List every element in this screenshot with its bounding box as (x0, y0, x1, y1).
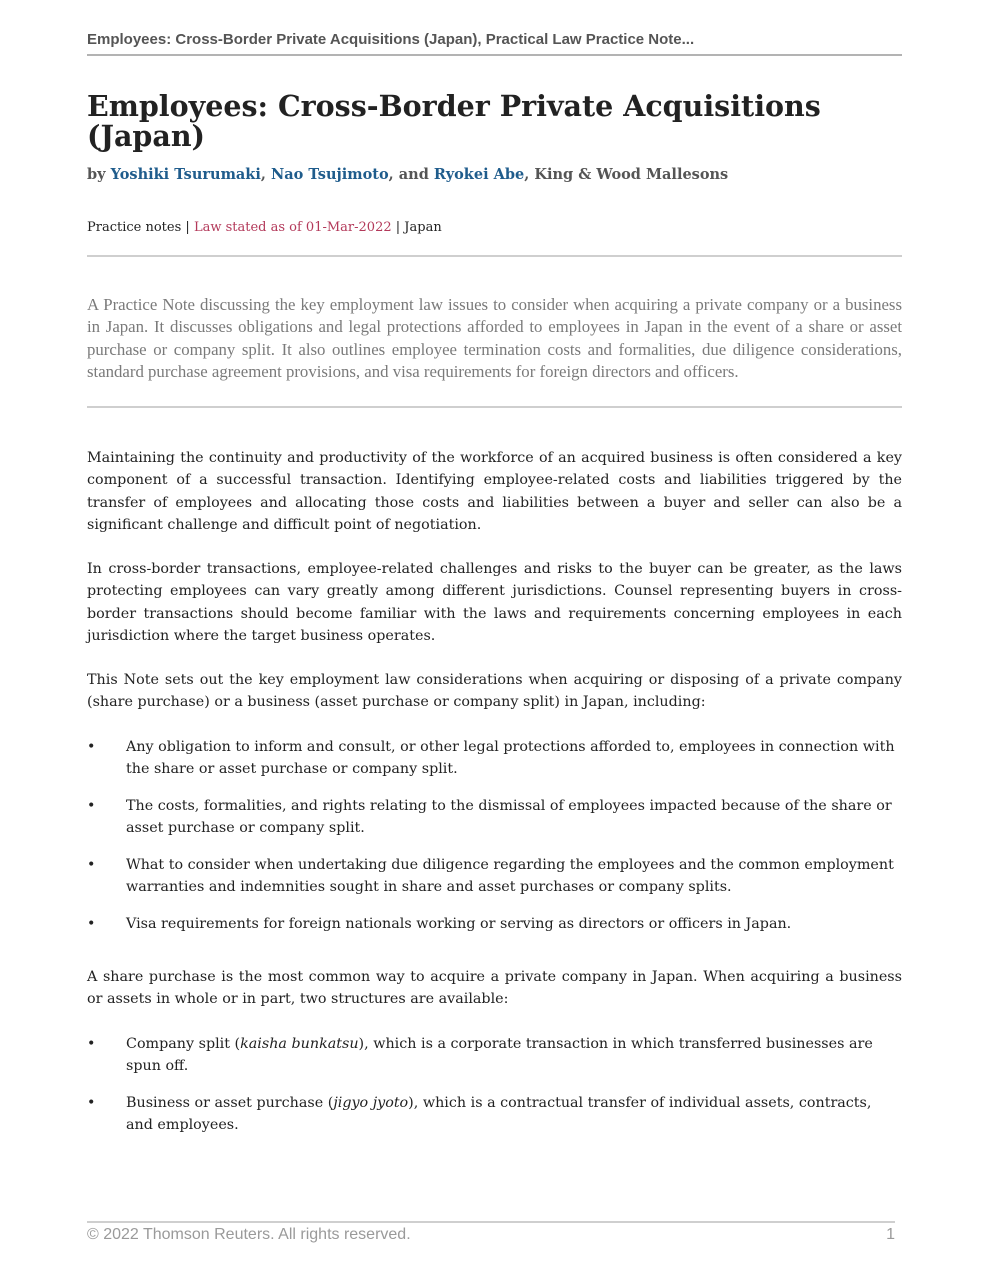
header-divider (87, 54, 902, 56)
bullet-icon: • (87, 857, 96, 874)
list-item (87, 1033, 902, 1078)
list-item (87, 854, 902, 899)
meta-divider (87, 255, 902, 257)
body-paragraph: This Note sets out the key employment law considerations when acquiring or disposing of a private company (share purchase) or a business (asset purchase or company split) in Japan, including: (87, 672, 902, 711)
law-firm-name: King & Wood Mallesons (534, 166, 729, 183)
abstract-divider (87, 406, 902, 408)
law-stated-date: Law stated as of 01-Mar-2022 (193, 220, 392, 235)
list-item (87, 736, 902, 781)
byline (87, 166, 902, 183)
bullet-icon: • (87, 1095, 96, 1112)
list-item (87, 795, 902, 840)
structure-list (87, 1033, 902, 1151)
resource-type: Practice notes (87, 220, 182, 235)
footer-divider (87, 1221, 895, 1223)
copyright-notice: © 2022 Thomson Reuters. All rights reserved. (87, 1226, 411, 1243)
author-link-tsujimoto[interactable]: Nao Tsujimoto (270, 166, 389, 183)
list-item-text-pre: Business or asset purchase ( (126, 1095, 334, 1112)
list-item (87, 1092, 902, 1137)
list-item-text: The costs, formalities, and rights relating to the dismissal of employees impacted because of the share or asset purchase or company split. (126, 798, 892, 837)
body-paragraph: A share purchase is the most common way to acquire a private company in Japan. When acquiring a business or assets in whole or in part, two structures are available: (87, 969, 902, 1008)
running-header: Employees: Cross-Border Private Acquisitions (Japan), Practical Law Practice Note... (87, 31, 695, 48)
byline-by: by (87, 166, 106, 183)
bullet-icon: • (87, 916, 96, 933)
document-meta: Practice notes | Law stated as of 01-Mar-2022 | Japan (87, 220, 442, 235)
list-item (87, 913, 902, 935)
body-paragraph: In cross-border transactions, employee-related challenges and risks to the buyer can be greater, as the laws protecting employees can vary greatly among different jurisdictions. Counsel representing buyers in cross-border transactions should become familiar with the laws and requirements concerning employees in each jurisdiction where the target business operates. (87, 561, 902, 644)
document-title: Employees: Cross-Border Private Acquisitions (Japan) (87, 89, 821, 153)
bullet-icon: • (87, 739, 96, 755)
byline-separator: , (260, 166, 266, 183)
author-link-tsurumaki[interactable]: Yoshiki Tsurumaki (110, 166, 261, 183)
bullet-icon: • (87, 798, 96, 815)
jurisdiction: Japan (404, 220, 442, 235)
body-paragraph: Maintaining the continuity and productivity of the workforce of an acquired business is often considered a key component of a successful transaction. Identifying employee-related costs and liabilities triggered by the transfer of employees and allocating those costs and liabilities between a buyer and seller can also be a significant challenge and difficult point of negotiation. (87, 450, 902, 533)
scope-list (87, 736, 902, 950)
list-item-text: Any obligation to inform and consult, or other legal protections afforded to, employees in connection with the share or asset purchase or company split. (126, 739, 895, 778)
japanese-term: jigyo jyoto (333, 1095, 409, 1112)
byline-separator: , and (388, 166, 429, 183)
list-item-text: What to consider when undertaking due diligence regarding the employees and the common employment warranties and indemnities sought in share and asset purchases or company splits. (126, 857, 894, 896)
list-item-text-post: ), which is a corporate transaction in which transferred businesses are spun off. (126, 1036, 873, 1075)
list-item-text-pre: Company split ( (126, 1036, 241, 1052)
byline-separator: , (524, 166, 530, 183)
page-number: 1 (886, 1226, 895, 1243)
japanese-term: kaisha bunkatsu (240, 1036, 359, 1052)
bullet-icon: • (87, 1036, 96, 1052)
abstract: A Practice Note discussing the key employment law issues to consider when acquiring a private company or a business in Japan. It discusses obligations and legal protections afforded to employees in Japan in the event of a share or asset purchase or company split. It also outlines employee termination costs and formalities, due diligence considerations, standard purchase agreement provisions, and visa requirements for foreign directors and officers. (87, 295, 902, 381)
author-link-abe[interactable]: Ryokei Abe (433, 166, 525, 183)
list-item-text: Visa requirements for foreign nationals working or serving as directors or officers in Japan. (126, 916, 792, 933)
list-item-text-post: ), which is a contractual transfer of individual assets, contracts, and employees. (126, 1095, 872, 1134)
